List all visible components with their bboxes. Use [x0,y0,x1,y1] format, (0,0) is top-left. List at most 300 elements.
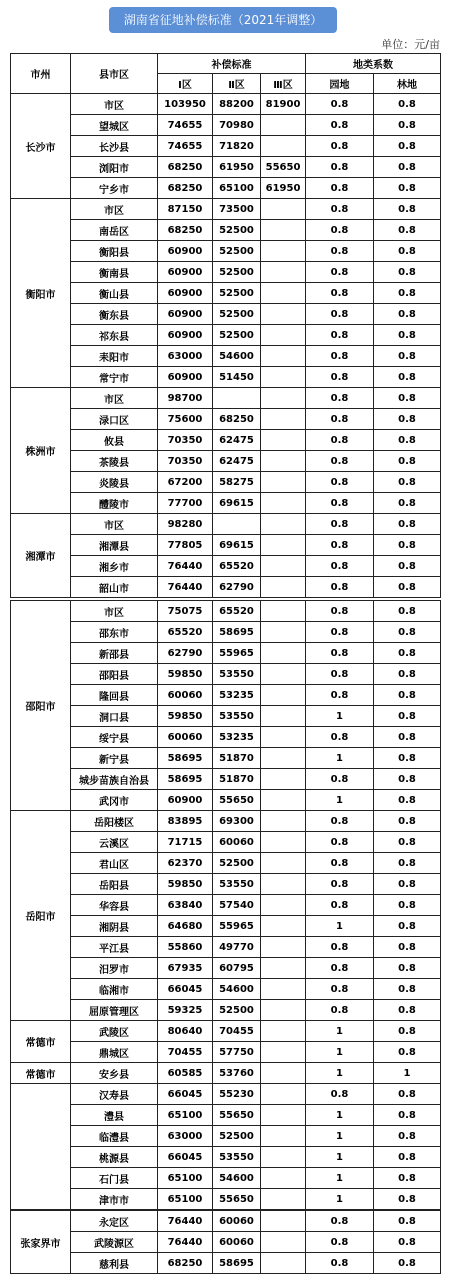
zone3-cell [261,262,306,283]
garden-coef-cell: 0.8 [306,493,374,514]
forest-coef-cell: 0.8 [374,115,441,136]
zone3-cell [261,1126,306,1147]
forest-coef-cell: 0.8 [374,1084,441,1105]
zone3-cell [261,115,306,136]
forest-coef-cell: 0.8 [374,664,441,685]
forest-coef-cell: 0.8 [374,1189,441,1210]
garden-coef-cell: 1 [306,1168,374,1189]
zone2-cell: 51870 [213,769,261,790]
zone1-cell: 59325 [158,1000,213,1021]
forest-coef-cell: 0.8 [374,178,441,199]
zone1-cell: 63000 [158,1126,213,1147]
county-cell: 岳阳县 [71,874,158,895]
table-row [11,283,441,304]
county-cell: 云溪区 [71,832,158,853]
forest-coef-cell: 0.8 [374,643,441,664]
zone2-cell: 68250 [213,409,261,430]
zone2-cell: 62790 [213,577,261,598]
garden-coef-cell: 0.8 [306,727,374,748]
zone1-cell: 66045 [158,1147,213,1168]
table-row [11,601,441,622]
zone3-cell [261,367,306,388]
forest-coef-cell: 0.8 [374,1021,441,1042]
city-cell [11,1084,71,1210]
zone1-cell: 60900 [158,790,213,811]
garden-coef-cell: 0.8 [306,1000,374,1021]
table-row [11,220,441,241]
zone1-cell: 66045 [158,1084,213,1105]
zone2-cell: 52500 [213,304,261,325]
zone3-cell [261,853,306,874]
zone2-cell: 60060 [213,1232,261,1253]
zone1-cell: 74655 [158,136,213,157]
garden-coef-cell: 0.8 [306,262,374,283]
forest-coef-cell: 0.8 [374,832,441,853]
zone1-cell: 58695 [158,748,213,769]
zone1-cell: 76440 [158,1211,213,1232]
zone3-cell [261,1105,306,1126]
county-cell: 新宁县 [71,748,158,769]
table-row [11,1042,441,1063]
county-cell: 衡阳县 [71,241,158,262]
forest-coef-cell: 0.8 [374,388,441,409]
table-row [11,769,441,790]
table-row [11,241,441,262]
county-cell: 洞口县 [71,706,158,727]
header-garden: 园地 [306,74,374,94]
zone1-cell: 68250 [158,157,213,178]
city-cell: 衡阳市 [11,199,71,388]
table-row [11,685,441,706]
zone1-cell: 77805 [158,535,213,556]
zone3-cell [261,706,306,727]
zone2-cell: 55650 [213,790,261,811]
zone1-cell: 64680 [158,916,213,937]
zone1-cell: 74655 [158,115,213,136]
zone1-cell: 76440 [158,1232,213,1253]
zone2-cell: 54600 [213,1168,261,1189]
zone3-cell [261,937,306,958]
unit-label: 单位：元/亩 [381,38,440,51]
forest-coef-cell: 0.8 [374,1211,441,1232]
table-row [11,451,441,472]
zone2-cell: 53550 [213,1147,261,1168]
zone3-cell [261,685,306,706]
forest-coef-cell: 0.8 [374,262,441,283]
zone2-cell: 69615 [213,535,261,556]
county-cell: 安乡县 [71,1063,158,1084]
county-cell: 临澧县 [71,1126,158,1147]
garden-coef-cell: 0.8 [306,1084,374,1105]
forest-coef-cell: 0.8 [374,535,441,556]
county-cell: 市区 [71,388,158,409]
city-cell: 岳阳市 [11,811,71,1021]
zone1-cell: 60060 [158,685,213,706]
garden-coef-cell: 0.8 [306,346,374,367]
zone1-cell: 60585 [158,1063,213,1084]
header-coefficient: 地类系数 [306,54,441,74]
forest-coef-cell: 0.8 [374,1168,441,1189]
zone1-cell: 58695 [158,769,213,790]
forest-coef-cell: 0.8 [374,346,441,367]
zone2-cell: 69615 [213,493,261,514]
garden-coef-cell: 0.8 [306,664,374,685]
county-cell: 衡南县 [71,262,158,283]
zone1-cell: 68250 [158,178,213,199]
forest-coef-cell: 0.8 [374,685,441,706]
zone3-cell [261,832,306,853]
forest-coef-cell: 0.8 [374,727,441,748]
garden-coef-cell: 1 [306,1189,374,1210]
county-cell: 长沙县 [71,136,158,157]
zone1-cell: 80640 [158,1021,213,1042]
garden-coef-cell: 0.8 [306,409,374,430]
table-row [11,706,441,727]
forest-coef-cell: 0.8 [374,790,441,811]
garden-coef-cell: 0.8 [306,1232,374,1253]
table-row [11,199,441,220]
table-row [11,367,441,388]
table-row [11,157,441,178]
garden-coef-cell: 0.8 [306,643,374,664]
table-row [11,832,441,853]
county-cell: 城步苗族自治县 [71,769,158,790]
zone1-cell: 63000 [158,346,213,367]
zone2-cell: 52500 [213,1126,261,1147]
county-cell: 绥宁县 [71,727,158,748]
zone2-cell: 52500 [213,853,261,874]
garden-coef-cell: 0.8 [306,832,374,853]
forest-coef-cell: 0.8 [374,958,441,979]
table-row [11,1021,441,1042]
garden-coef-cell: 0.8 [306,1253,374,1274]
zone2-cell: 70980 [213,115,261,136]
garden-coef-cell: 0.8 [306,304,374,325]
zone1-cell: 68250 [158,220,213,241]
forest-coef-cell: 0.8 [374,493,441,514]
garden-coef-cell: 0.8 [306,769,374,790]
county-cell: 新邵县 [71,643,158,664]
zone3-cell [261,220,306,241]
zone1-cell: 75075 [158,601,213,622]
table-row [11,178,441,199]
zone1-cell: 60900 [158,325,213,346]
zone1-cell: 60900 [158,367,213,388]
county-cell: 衡山县 [71,283,158,304]
zone2-cell [213,514,261,535]
zone2-cell: 52500 [213,262,261,283]
zone3-cell [261,1211,306,1232]
table-row [11,409,441,430]
county-cell: 汨罗市 [71,958,158,979]
table-row [11,1147,441,1168]
table-row [11,1126,441,1147]
garden-coef-cell: 0.8 [306,556,374,577]
zone3-cell [261,1000,306,1021]
garden-coef-cell: 1 [306,1042,374,1063]
zone3-cell [261,1021,306,1042]
garden-coef-cell: 0.8 [306,937,374,958]
zone3-cell [261,514,306,535]
zone2-cell: 53235 [213,685,261,706]
county-cell: 常宁市 [71,367,158,388]
forest-coef-cell: 0.8 [374,916,441,937]
header-zone3: Ⅲ区 [261,74,306,94]
table-row [11,535,441,556]
zone2-cell: 49770 [213,937,261,958]
forest-coef-cell: 0.8 [374,748,441,769]
county-cell: 炎陵县 [71,472,158,493]
zone1-cell: 60060 [158,727,213,748]
garden-coef-cell: 0.8 [306,601,374,622]
table-row [11,325,441,346]
table-row [11,94,441,115]
table-row [11,916,441,937]
zone1-cell: 103950 [158,94,213,115]
zone2-cell: 51870 [213,748,261,769]
zone2-cell: 65100 [213,178,261,199]
table-row [11,577,441,598]
table-row [11,748,441,769]
zone1-cell: 70350 [158,430,213,451]
zone2-cell: 52500 [213,325,261,346]
garden-coef-cell: 0.8 [306,472,374,493]
zone2-cell: 55650 [213,1105,261,1126]
forest-coef-cell: 0.8 [374,409,441,430]
county-cell: 邵东市 [71,622,158,643]
zone2-cell: 54600 [213,346,261,367]
zone3-cell: 81900 [261,94,306,115]
county-cell: 市区 [71,514,158,535]
garden-coef-cell: 0.8 [306,1211,374,1232]
city-cell: 长沙市 [11,94,71,199]
zone3-cell [261,979,306,1000]
zone1-cell: 62370 [158,853,213,874]
garden-coef-cell: 1 [306,916,374,937]
zone3-cell [261,916,306,937]
forest-coef-cell: 0.8 [374,283,441,304]
zone1-cell: 66045 [158,979,213,1000]
header-forest: 林地 [374,74,441,94]
forest-coef-cell: 0.8 [374,157,441,178]
table-row [11,1253,441,1274]
county-cell: 耒阳市 [71,346,158,367]
zone1-cell: 60900 [158,262,213,283]
county-cell: 浏阳市 [71,157,158,178]
zone2-cell: 52500 [213,241,261,262]
garden-coef-cell: 0.8 [306,811,374,832]
garden-coef-cell: 1 [306,1105,374,1126]
county-cell: 市区 [71,94,158,115]
zone3-cell [261,472,306,493]
garden-coef-cell: 1 [306,790,374,811]
zone1-cell: 59850 [158,874,213,895]
county-cell: 邵阳县 [71,664,158,685]
zone3-cell [261,958,306,979]
forest-coef-cell: 0.8 [374,622,441,643]
county-cell: 华容县 [71,895,158,916]
zone3-cell [261,199,306,220]
zone1-cell: 67935 [158,958,213,979]
forest-coef-cell: 0.8 [374,367,441,388]
zone2-cell: 55650 [213,1189,261,1210]
zone1-cell: 75600 [158,409,213,430]
zone2-cell: 53550 [213,706,261,727]
zone3-cell [261,643,306,664]
forest-coef-cell: 0.8 [374,601,441,622]
compensation-table-part1 [10,53,441,598]
county-cell: 慈利县 [71,1253,158,1274]
zone2-cell: 65520 [213,601,261,622]
table-row [11,556,441,577]
zone2-cell: 52500 [213,283,261,304]
forest-coef-cell: 0.8 [374,241,441,262]
forest-coef-cell: 0.8 [374,874,441,895]
forest-coef-cell: 0.8 [374,304,441,325]
zone3-cell [261,895,306,916]
header-city: 市州 [11,54,71,94]
table-row [11,664,441,685]
forest-coef-cell: 0.8 [374,556,441,577]
garden-coef-cell: 1 [306,706,374,727]
zone2-cell: 51450 [213,367,261,388]
zone3-cell [261,601,306,622]
header-county: 县市区 [71,54,158,94]
forest-coef-cell: 0.8 [374,514,441,535]
forest-coef-cell: 0.8 [374,1232,441,1253]
page-title: 湖南省征地补偿标准（2021年调整） [109,7,337,33]
forest-coef-cell: 0.8 [374,325,441,346]
county-cell: 武陵源区 [71,1232,158,1253]
forest-coef-cell: 0.8 [374,577,441,598]
garden-coef-cell: 0.8 [306,853,374,874]
forest-coef-cell: 0.8 [374,853,441,874]
city-cell: 常德市 [11,1021,71,1063]
zone1-cell: 76440 [158,577,213,598]
zone3-cell [261,769,306,790]
garden-coef-cell: 0.8 [306,199,374,220]
zone2-cell: 55965 [213,916,261,937]
forest-coef-cell: 0.8 [374,1000,441,1021]
zone1-cell: 71715 [158,832,213,853]
zone2-cell: 60060 [213,1211,261,1232]
zone3-cell: 55650 [261,157,306,178]
zone2-cell: 58275 [213,472,261,493]
table-row [11,811,441,832]
county-cell: 渌口区 [71,409,158,430]
garden-coef-cell: 0.8 [306,622,374,643]
zone2-cell: 57540 [213,895,261,916]
zone1-cell: 62790 [158,643,213,664]
zone3-cell [261,388,306,409]
county-cell: 屈原管理区 [71,1000,158,1021]
forest-coef-cell: 0.8 [374,1105,441,1126]
table-row [11,493,441,514]
county-cell: 韶山市 [71,577,158,598]
county-cell: 醴陵市 [71,493,158,514]
table-body-part2 [11,601,441,1210]
table-row [11,958,441,979]
garden-coef-cell: 0.8 [306,430,374,451]
garden-coef-cell: 0.8 [306,115,374,136]
zone1-cell: 83895 [158,811,213,832]
county-cell: 汉寿县 [71,1084,158,1105]
zone2-cell [213,388,261,409]
garden-coef-cell: 0.8 [306,535,374,556]
forest-coef-cell: 0.8 [374,937,441,958]
header-zone2: Ⅱ区 [213,74,261,94]
zone2-cell: 53760 [213,1063,261,1084]
zone1-cell: 59850 [158,706,213,727]
zone1-cell: 70350 [158,451,213,472]
table-row [11,937,441,958]
county-cell: 望城区 [71,115,158,136]
county-cell: 隆回县 [71,685,158,706]
county-cell: 湘乡市 [71,556,158,577]
zone3-cell [261,304,306,325]
zone1-cell: 63840 [158,895,213,916]
table-row [11,304,441,325]
zone3-cell [261,1084,306,1105]
county-cell: 平江县 [71,937,158,958]
zone3-cell [261,790,306,811]
zone2-cell: 71820 [213,136,261,157]
county-cell: 祁东县 [71,325,158,346]
zone2-cell: 53550 [213,664,261,685]
zone3-cell [261,1063,306,1084]
zone1-cell: 98280 [158,514,213,535]
forest-coef-cell: 0.8 [374,1147,441,1168]
forest-coef-cell: 0.8 [374,1126,441,1147]
county-cell: 鼎城区 [71,1042,158,1063]
zone2-cell: 61950 [213,157,261,178]
city-cell: 张家界市 [11,1211,71,1274]
forest-coef-cell: 0.8 [374,136,441,157]
zone2-cell: 55965 [213,643,261,664]
zone1-cell: 68250 [158,1253,213,1274]
forest-coef-cell: 0.8 [374,979,441,1000]
table-row [11,874,441,895]
county-cell: 君山区 [71,853,158,874]
zone2-cell: 55230 [213,1084,261,1105]
zone2-cell: 52500 [213,1000,261,1021]
county-cell: 桃源县 [71,1147,158,1168]
garden-coef-cell: 0.8 [306,451,374,472]
table-row [11,622,441,643]
zone1-cell: 59850 [158,664,213,685]
table-row [11,472,441,493]
zone1-cell: 98700 [158,388,213,409]
table-row [11,1105,441,1126]
table-row [11,388,441,409]
compensation-table-part3 [10,1210,441,1274]
zone3-cell [261,727,306,748]
zone2-cell: 60060 [213,832,261,853]
zone3-cell [261,811,306,832]
county-cell: 市区 [71,199,158,220]
zone1-cell: 65100 [158,1105,213,1126]
zone3-cell [261,325,306,346]
zone1-cell: 60900 [158,283,213,304]
zone3-cell [261,451,306,472]
forest-coef-cell: 0.8 [374,94,441,115]
forest-coef-cell: 0.8 [374,811,441,832]
zone2-cell: 60795 [213,958,261,979]
forest-coef-cell: 0.8 [374,706,441,727]
zone3-cell [261,1168,306,1189]
zone3-cell [261,1232,306,1253]
county-cell: 武陵区 [71,1021,158,1042]
